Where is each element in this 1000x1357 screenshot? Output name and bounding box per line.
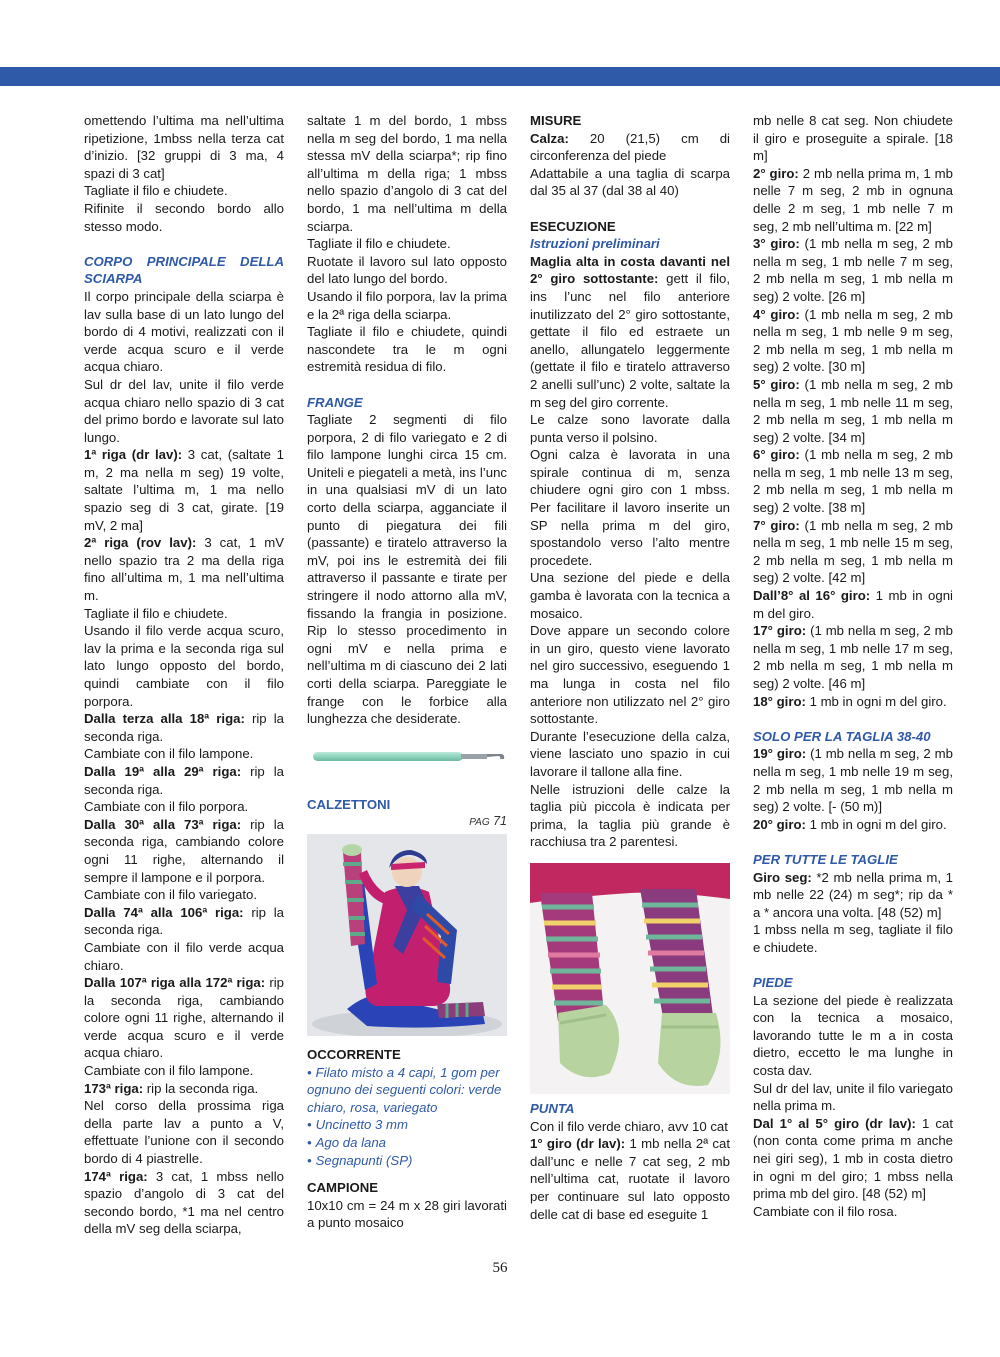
paragraph: Ruotate il lavoro sul lato opposto del lato lungo del bordo.	[307, 253, 507, 287]
paragraph: Rifinite il secondo bordo allo stesso modo.	[84, 200, 284, 234]
list-item-text: Uncinetto 3 mm	[315, 1117, 408, 1133]
row-text: rip la seconda riga.	[84, 904, 284, 938]
section-heading-esecuzione: ESECUZIONE	[530, 218, 616, 234]
paragraph: Tagliate 2 segmenti di filo porpora, 2 di filo variegato e 2 di filo lampone lunghi circa 15 cm. Uniteli e piegateli a metà, ins l’unc in una qualsiasi mV di un lato corto della sciarpa, agganciate il punto di piegatura dei fili (passante) e tiratelo attraverso la mV, poi ins le estremità dei fili attraverso il passante e tirate per stringere il nodo attorno alla mV, fissando la frangia in posizione. Rip lo stesso procedimento in ogni mV e nella prima e nell’ultima m di ciascuno dei 2 lati corti della sciarpa. Pareggiate le frange con le forbice alla lunghezza che desiderate.	[307, 412, 507, 727]
round-text: (1 mb nella m seg, 2 mb nella m seg, 1 mb nelle 9 m seg, 2 mb nella m seg, 1 mb nella m seg) 2 volte. [30 m]	[753, 306, 953, 375]
text-column-2	[307, 112, 507, 1232]
row-label: Dalla 74ª alla 106ª riga:	[84, 904, 244, 920]
crochet-hook-image	[307, 738, 507, 786]
round-text: 1 mb nella 2ª cat dall’unc e nelle 7 cat seg, 2 mb nell’ultima cat, ruotate il lavoro per continuare sul lato opposto delle cat di base ed eseguite 1	[530, 1136, 730, 1222]
round-label: 6° giro:	[753, 447, 800, 463]
round-label: Giro seg:	[753, 869, 812, 885]
round-label: 17° giro:	[753, 623, 807, 639]
row-label: 1ª riga (dr lav):	[84, 447, 183, 463]
round-instruction	[753, 517, 953, 587]
page-reference-label: PAG	[469, 817, 490, 829]
paragraph: Tagliate il filo e chiudete, quindi nascondete tra le m ogni estremità residua di filo.	[307, 324, 507, 375]
row-text: rip la seconda riga, cambiando colore ogni 11 righe, alternando il verde acqua scuro e il verde acqua chiaro.	[84, 975, 284, 1061]
text-column-1	[84, 112, 284, 1238]
round-instruction	[753, 376, 953, 446]
paragraph: 10x10 cm = 24 m x 28 giri lavorati a punto mosaico	[307, 1197, 507, 1231]
round-label: 4° giro:	[753, 306, 800, 322]
round-label: 2° giro:	[753, 165, 799, 181]
section-heading-corpo: CORPO PRINCIPALE DELLA SCIARPA	[84, 253, 284, 287]
text-column-3	[530, 112, 730, 1223]
measure-line	[530, 130, 730, 165]
round-instruction	[753, 235, 953, 305]
round-label: 18° giro:	[753, 693, 806, 709]
round-instruction	[753, 622, 953, 692]
stitch-definition	[530, 253, 730, 411]
row-label: Dalla 19ª alla 29ª riga:	[84, 763, 242, 779]
page-reference-number: 71	[493, 814, 507, 829]
paragraph: Sul dr del lav, unite il filo variegato nella prima m.	[753, 1080, 953, 1114]
round-text: (1 mb nella m seg, 2 mb nella m seg, 1 mb nelle 13 m seg, 2 mb nella m seg, 1 mb nella m seg) 2 volte. [38 m]	[753, 447, 953, 516]
round-instruction	[753, 816, 953, 834]
round-label: 7° giro:	[753, 517, 800, 533]
section-heading-occorrente: OCCORRENTE	[307, 1046, 401, 1062]
bullet-icon: •	[307, 1117, 312, 1133]
header-color-bar	[0, 67, 1000, 86]
row-instruction	[84, 710, 284, 745]
paragraph: Tagliate il filo e chiudete.	[84, 605, 228, 621]
paragraph: Ogni calza è lavorata in una spirale continua di m, senza chiudere ogni giro con 1 mbss. Per facilitare il lavoro inserite un SP nella prima m del giro, spostandolo verso l’alto mentre procedete.	[530, 447, 730, 568]
row-instruction	[84, 1168, 284, 1238]
paragraph: Le calze sono lavorate dalla punta verso il polsino.	[530, 412, 730, 445]
paragraph: Cambiate con il filo variegato.	[84, 887, 257, 903]
paragraph: Adattabile a una taglia di scarpa dal 35 al 37 (dal 38 al 40)	[530, 165, 730, 199]
list-item-text: Ago da lana	[315, 1134, 387, 1150]
paragraph: mb nelle 8 cat seg. Non chiudete il giro e proseguite a spirale. [18 m]	[753, 113, 953, 164]
row-text: 3 cat, 1 mbss nello spazio d’angolo di 3 cat del secondo bordo, *1 ma nel centro della mV seg della sciarpa,	[84, 1168, 284, 1237]
row-instruction	[84, 974, 284, 1062]
round-label: 19° giro:	[753, 746, 807, 762]
round-text: (1 mb nella m seg, 2 mb nella m seg, 1 mb nelle 17 m seg, 2 mb nella m seg, 1 mb nella m seg) 2 volte. [46 m]	[753, 623, 953, 691]
row-instruction	[84, 763, 284, 798]
paragraph: omettendo l’ultima ma nell’ultima ripetizione, 1mbss nella terza cat d’inizio. [32 gruppi di 3 ma, 4 spazi di 3 cat]	[84, 113, 284, 181]
model-photo	[307, 834, 507, 1036]
row-label: Dalla 107ª riga alla 172ª riga:	[84, 975, 266, 991]
row-text: rip la seconda riga.	[84, 763, 284, 797]
round-instruction	[753, 587, 953, 622]
measure-label: Calza:	[530, 130, 569, 146]
paragraph: Una sezione del piede e della gamba è lavorata con la tecnica a mosaico.	[530, 570, 730, 621]
paragraph: Nel corso della prossima riga della parte lav a punto a V, effettuate l’unione con il secondo bordo di 4 piastrelle.	[84, 1098, 284, 1167]
stitch-text: gett il filo, ins l’unc nel filo anteriore inutilizzato del 2° giro sottostante, gettate il filo ed estraete un anello, allungatelo leggermente (gettate il filo e tiratelo attraverso 2 anelli sull’unc) 2 volte, saltate la m seg del giro corrente.	[530, 271, 730, 410]
list-item	[307, 1064, 507, 1117]
row-label: 173ª riga:	[84, 1080, 144, 1096]
round-text: (1 mb nella m seg, 2 mb nella m seg, 1 mb nelle 15 m seg, 2 mb nella m seg, 1 mb nella m seg) 2 volte. [42 m]	[753, 517, 953, 586]
round-label: 20° giro:	[753, 816, 806, 832]
bullet-icon: •	[307, 1134, 312, 1150]
paragraph: Con il filo verde chiaro, avv 10 cat	[530, 1118, 728, 1134]
section-heading-frange: FRANGE	[307, 394, 363, 410]
round-instruction	[753, 446, 953, 516]
row-instruction	[84, 1080, 284, 1098]
row-label: 174ª riga:	[84, 1168, 148, 1184]
row-label: 2ª riga (rov lav):	[84, 535, 197, 551]
round-label: Dall’8° al 16° giro:	[753, 588, 871, 604]
paragraph: Cambiate con il filo lampone.	[84, 1063, 254, 1079]
paragraph: Dove appare un secondo colore in un giro, questo viene lavorato nel giro successivo, eseguendo 1 ma lunga in costa nel filo anteriore non utilizzato nel 2° giro sottostante.	[530, 623, 730, 727]
row-text: rip la seconda riga, cambiando colore ogni 11 righe, alternando il sempre il lampone e il porpora.	[84, 816, 284, 885]
row-label: Dalla 30ª alla 73ª riga:	[84, 816, 242, 832]
row-instruction	[84, 534, 284, 604]
paragraph: Usando il filo verde acqua scuro, lav la prima e la seconda riga sul lato lungo opposto del bordo, quindi cambiate con il filo porpora.	[84, 623, 284, 709]
round-instruction	[530, 1135, 730, 1223]
paragraph: Cambiate con il filo verde acqua chiaro.	[84, 939, 284, 973]
row-instruction	[84, 446, 284, 534]
row-text: rip la seconda riga.	[143, 1080, 259, 1096]
round-text: 2 mb nella prima m, 1 mb nelle 7 m seg, 2 mb in ognuna delle 2 m seg, 1 mb nelle 7 m seg, 2 mb nell’ultima m. [22 m]	[753, 165, 953, 234]
list-item	[307, 1152, 507, 1170]
text-column-4	[753, 112, 953, 1220]
paragraph: 1 mbss nella m seg, tagliate il filo e chiudete.	[753, 922, 953, 955]
subheading-istruzioni: Istruzioni preliminari	[530, 236, 660, 252]
section-heading-misure: MISURE	[530, 113, 582, 128]
paragraph: Cambiate con il filo lampone.	[84, 746, 254, 762]
round-label: Dal 1° al 5° giro (dr lav):	[753, 1115, 916, 1131]
row-instruction	[84, 816, 284, 886]
section-heading-piede: PIEDE	[753, 975, 793, 991]
paragraph: Nelle istruzioni delle calze la taglia più piccola è indicata per prima, la taglia più grande è racchiusa tra 2 parentesi.	[530, 781, 730, 850]
paragraph: La sezione del piede è realizzata con la tecnica a mosaico, lavorando tutte le m a in costa dietro, eccetto le ma lunghe in costa dav.	[753, 992, 953, 1079]
paragraph: Cambiate con il filo rosa.	[753, 1203, 898, 1219]
row-label: Dalla terza alla 18ª riga:	[84, 711, 245, 727]
round-text: 1 mb in ogni m del giro.	[753, 588, 953, 621]
round-instruction	[753, 306, 953, 376]
round-label: 1° giro (dr lav):	[530, 1136, 626, 1152]
bullet-icon: •	[307, 1064, 312, 1080]
bullet-icon: •	[307, 1152, 312, 1168]
round-instruction	[753, 745, 953, 815]
paragraph: Tagliate il filo e chiudete.	[307, 236, 451, 252]
round-text: 1 mb in ogni m del giro.	[805, 816, 947, 832]
round-instruction	[753, 693, 953, 711]
round-text: *2 mb nella prima m, 1 mb nelle 22 (24) m seg*; rip da * a * ancora una volta. [48 (52) m]	[753, 869, 954, 920]
round-instruction	[753, 869, 953, 922]
page-reference	[307, 813, 507, 832]
paragraph: saltate 1 m del bordo, 1 mbss nella m seg del bordo, 1 ma nella stessa mV della sciarpa*; rip fino all’ultima m della riga; 1 mbss nello spazio d’angolo di 3 cat del bordo, 1 ma nell’ultima m della sciarpa.	[307, 113, 507, 234]
list-item	[307, 1134, 507, 1152]
section-heading-punta: PUNTA	[530, 1100, 575, 1116]
paragraph: Durante l’esecuzione della calza, viene lasciato uno spazio in cui lavorare il tallone alla fine.	[530, 728, 730, 779]
section-heading-calzettoni: CALZETTONI	[307, 796, 391, 812]
socks-photo	[530, 863, 730, 1094]
paragraph: Usando il filo porpora, lav la prima e la 2ª riga della sciarpa.	[307, 288, 507, 322]
round-text: 1 mb in ogni m del giro.	[805, 693, 947, 709]
row-text: 3 cat, (saltate 1 m, 2 ma nella m seg) 19 volte, saltate l’ultima m, 1 ma nello spazio seg di 3 cat, girate. [19 mV, 2 ma]	[84, 447, 284, 533]
section-heading-tutte-taglie: PER TUTTE LE TAGLIE	[753, 851, 898, 867]
measure-text: 20 (21,5) cm di circonferenza del piede	[530, 130, 730, 164]
round-text: (1 mb nella m seg, 2 mb nella m seg, 1 mb nelle 19 m seg, 2 mb nella m seg, 1 mb nella m seg) 2 volte. [- (50 m)]	[753, 746, 953, 815]
paragraph: Sul dr del lav, unite il filo verde acqua chiaro nello spazio di 3 cat del primo bordo e lavorate sul lato lungo.	[84, 376, 284, 445]
list-item	[307, 1116, 507, 1134]
section-heading-solo-taglia: SOLO PER LA TAGLIA 38-40	[753, 728, 931, 744]
page-number: 56	[492, 1260, 508, 1276]
paragraph: Cambiate con il filo porpora.	[84, 799, 249, 815]
row-text: rip la seconda riga.	[84, 711, 284, 744]
row-text: 3 cat, 1 mV nello spazio tra 2 ma della riga fino all’ultima m, 1 ma nell’ultima m.	[84, 535, 284, 604]
list-item-text: Segnapunti (SP)	[315, 1152, 413, 1168]
stitch-label: Maglia alta in costa davanti nel 2° giro sottostante:	[530, 253, 730, 287]
list-item-text: Filato misto a 4 capi, 1 gom per ognuno dei seguenti colori: verde chiaro, rosa, variegato	[307, 1064, 502, 1115]
round-text: (1 mb nella m seg, 2 mb nella m seg, 1 mb nelle 7 m seg, 2 mb nella m seg, 1 mb nella m seg) 2 volte. [26 m]	[753, 236, 953, 304]
paragraph: Tagliate il filo e chiudete.	[84, 183, 228, 199]
round-instruction	[753, 1115, 953, 1203]
round-text: (1 mb nella m seg, 2 mb nella m seg, 1 mb nelle 11 m seg, 2 mb nella m seg, 1 mb nella m seg) 2 volte. [34 m]	[753, 376, 953, 445]
paragraph: Il corpo principale della sciarpa è lav sulla base di un lato lungo del bordo di 4 motivi, realizzati con il verde acqua scuro e il verde acqua chiaro.	[84, 288, 284, 375]
section-heading-campione: CAMPIONE	[307, 1180, 379, 1196]
round-text: 1 cat (non conta come prima m anche nei giri seg), 1 mb in costa dietro in ogni m del giro; 1 mbss nella prima mb del giro. [48 (52) m]	[753, 1115, 953, 1202]
round-instruction	[753, 165, 953, 235]
round-label: 5° giro:	[753, 376, 800, 392]
row-instruction	[84, 904, 284, 939]
round-label: 3° giro:	[753, 236, 800, 252]
